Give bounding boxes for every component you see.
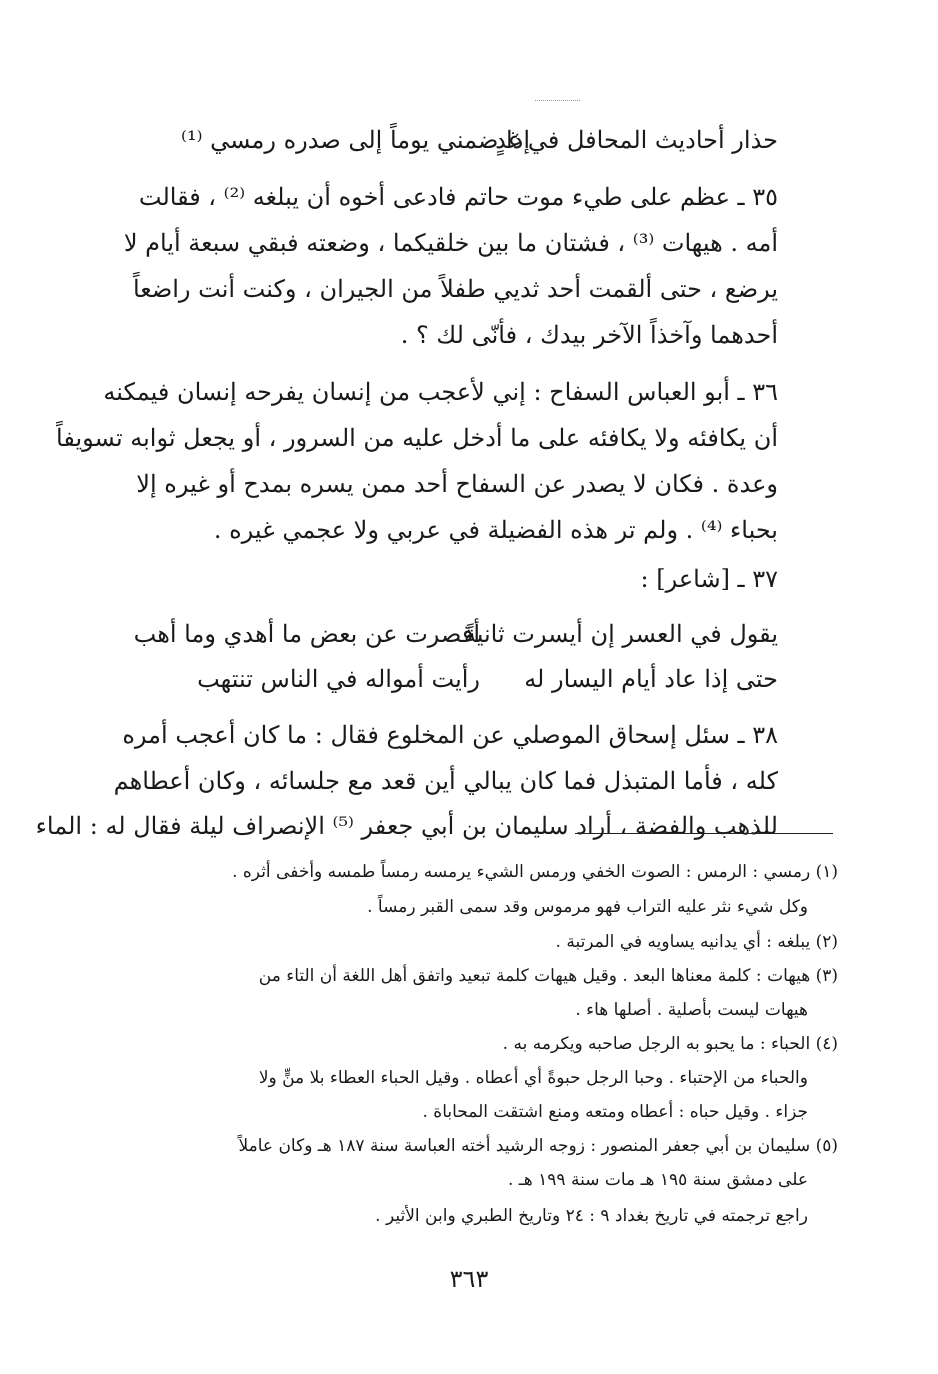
footnote-2: (٢) يبلغه : أي يدانيه يساويه في المرتبة . bbox=[555, 932, 838, 952]
footnote-5-line-3: راجع ترجمته في تاريخ بغداد ٩ : ٢٤ وتاريخ الطبري وابن الأثير . bbox=[375, 1206, 808, 1226]
poem-line-1-left: أقصرت عن بعض ما أهدي وما أهب bbox=[133, 620, 480, 648]
footnote-3-line-2: هيهات ليست بأصلية . أصلها هاء . bbox=[575, 1000, 808, 1020]
footnote-1-line-1: (١) رمسي : الرمس : الصوت الخفي ورمس الشيء يرمسه رمساً طمسه وأخفى أثره . bbox=[232, 862, 838, 882]
paragraph-37-heading: ٣٧ ـ [شاعر] : bbox=[640, 565, 778, 593]
paragraph-38-line-2: كله ، فأما المتبذل فما كان يبالي أين قعد مع جلسائه ، وكان أعطاهم bbox=[113, 767, 778, 795]
footnote-4-line-1: (٤) الحباء : ما يحبو به الرجل صاحبه ويكرمه به . bbox=[502, 1034, 838, 1054]
paragraph-38-line-3: للذهب والفضة ، أراد سليمان بن أبي جعفر ⁽⁵⁾ الإنصراف ليلة فقال له : الماء bbox=[35, 812, 778, 840]
page-number: ٣٦٣ bbox=[449, 1265, 489, 1293]
verse-top-hemistich-right: حذار أحاديث المحافل في غدٍ bbox=[495, 126, 778, 154]
paragraph-35-line-1: ٣٥ ـ عظم على طيء موت حاتم فادعى أخوه أن يبلغه ⁽²⁾ ، فقالت bbox=[138, 183, 778, 211]
poem-line-2-left: رأيت أمواله في الناس تنتهب bbox=[197, 665, 480, 693]
paragraph-36-line-1: ٣٦ ـ أبو العباس السفاح : إني لأعجب من إنسان يفرحه إنسان فيمكنه bbox=[103, 378, 778, 406]
paragraph-35-line-2: أمه . هيهات ⁽³⁾ ، فشتان ما بين خلقيكما ، وضعته فبقي سبعة أيام لا bbox=[123, 229, 778, 257]
footnote-4-line-2: والحباء من الإحتباء . وحبا الرجل حبوةً أي أعطاه . وقيل الحباء العطاء بلا منٍّ ولا bbox=[258, 1068, 808, 1088]
paragraph-36-line-2: أن يكافئه ولا يكافئه على ما أدخل عليه من السرور ، أو يجعل ثوابه تسويفاً bbox=[56, 424, 778, 452]
poem-line-1-right: يقول في العسر إن أيسرت ثانيةً bbox=[463, 620, 778, 648]
paragraph-38-line-1: ٣٨ ـ سئل إسحاق الموصلي عن المخلوع فقال : ما كان أعجب أمره bbox=[122, 721, 778, 749]
footnote-3-line-1: (٣) هيهات : كلمة معناها البعد . وقيل هيهات كلمة تبعيد واتفق أهل اللغة أن التاء من bbox=[258, 966, 838, 986]
paragraph-35-line-3: يرضع ، حتى ألقمت أحد ثديي طفلاً من الجيران ، وكنت أنت راضعاً bbox=[132, 275, 778, 303]
paragraph-36-line-3: وعدة . فكان لا يصدر عن السفاح أحد ممن يسره بمدح أو غيره إلا bbox=[136, 470, 778, 498]
verse-top-hemistich-left: إذا ضمني يوماً إلى صدره رمسي ⁽¹⁾ bbox=[181, 126, 530, 154]
footnote-4-line-3: جزاء . وقيل حباه : أعطاه ومتعه ومنع اشتقت المحاباة . bbox=[422, 1102, 808, 1122]
footnote-5-line-2: على دمشق سنة ١٩٥ هـ مات سنة ١٩٩ هـ . bbox=[508, 1170, 808, 1190]
top-dotted-mark bbox=[535, 100, 580, 101]
footnote-5-line-1: (٥) سليمان بن أبي جعفر المنصور : زوجه الرشيد أخته العباسة سنة ١٨٧ هـ وكان عاملاً bbox=[238, 1136, 838, 1156]
footnote-separator bbox=[575, 833, 833, 834]
poem-line-2-right: حتى إذا عاد أيام اليسار له bbox=[524, 665, 778, 693]
paragraph-35-line-4: أحدهما وآخذاً الآخر بيدك ، فأنّى لك ؟ . bbox=[400, 321, 778, 349]
paragraph-36-line-4: بحباء ⁽⁴⁾ . ولم تر هذه الفضيلة في عربي ولا عجمي غيره . bbox=[213, 516, 778, 544]
footnote-1-line-2: وكل شيء نثر عليه التراب فهو مرموس وقد سمى القبر رمساً . bbox=[367, 897, 808, 917]
